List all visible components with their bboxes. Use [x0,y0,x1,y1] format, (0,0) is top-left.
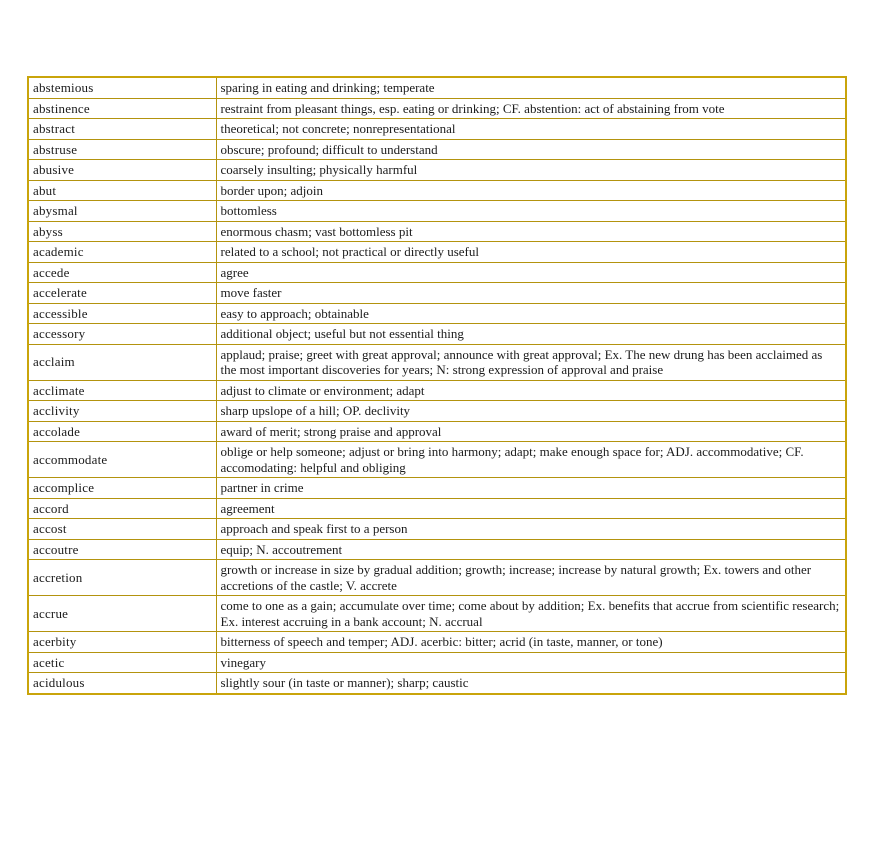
definition-cell: sharp upslope of a hill; OP. declivity [216,401,846,422]
word-cell: accord [28,498,216,519]
definition-cell: award of merit; strong praise and approval [216,421,846,442]
definition-cell: growth or increase in size by gradual addition; growth; increase; increase by natural growth; Ex. towers and other accretions of the castle; V. accrete [216,560,846,596]
definition-cell: equip; N. accoutrement [216,539,846,560]
definition-cell: oblige or help someone; adjust or bring into harmony; adapt; make enough space for; ADJ. accommodative; CF. accomodating: helpful and obliging [216,442,846,478]
table-row [28,673,846,694]
table-row [28,596,846,632]
definition-cell: come to one as a gain; accumulate over time; come about by addition; Ex. benefits that accrue from scientific research; Ex. interest accruing in a bank account; N. accrual [216,596,846,632]
definition-cell: easy to approach; obtainable [216,303,846,324]
definition-cell: border upon; adjoin [216,180,846,201]
table-row [28,539,846,560]
word-cell: acerbity [28,632,216,653]
word-cell: accolade [28,421,216,442]
word-cell: accrue [28,596,216,632]
table-row [28,98,846,119]
table-row [28,303,846,324]
word-cell: acclaim [28,344,216,380]
word-cell: accoutre [28,539,216,560]
table-row [28,498,846,519]
definition-cell: slightly sour (in taste or manner); sharp; caustic [216,673,846,694]
vocabulary-table [27,76,847,695]
word-cell: accede [28,262,216,283]
word-cell: acidulous [28,673,216,694]
definition-cell: coarsely insulting; physically harmful [216,160,846,181]
word-cell: abstract [28,119,216,140]
definition-cell: enormous chasm; vast bottomless pit [216,221,846,242]
definition-cell: applaud; praise; greet with great approval; announce with great approval; Ex. The new drung has been acclaimed as the most important discoveries for years; N: strong expression of approval and praise [216,344,846,380]
word-cell: accessible [28,303,216,324]
definition-cell: related to a school; not practical or directly useful [216,242,846,263]
table-row [28,632,846,653]
table-row [28,283,846,304]
table-row [28,478,846,499]
table-row [28,242,846,263]
table-row [28,160,846,181]
table-row [28,519,846,540]
definition-cell: restraint from pleasant things, esp. eating or drinking; CF. abstention: act of abstaining from vote [216,98,846,119]
table-row [28,401,846,422]
table-row [28,652,846,673]
table-row [28,442,846,478]
definition-cell: sparing in eating and drinking; temperate [216,77,846,98]
wordlist-body [28,77,846,694]
definition-cell: agreement [216,498,846,519]
definition-cell: move faster [216,283,846,304]
definition-cell: approach and speak first to a person [216,519,846,540]
table-row [28,221,846,242]
table-row [28,324,846,345]
word-cell: academic [28,242,216,263]
definition-cell: bottomless [216,201,846,222]
word-cell: acetic [28,652,216,673]
word-cell: acclivity [28,401,216,422]
table-row [28,180,846,201]
word-cell: accessory [28,324,216,345]
definition-cell: adjust to climate or environment; adapt [216,380,846,401]
word-cell: abstemious [28,77,216,98]
table-row [28,421,846,442]
word-cell: abut [28,180,216,201]
word-cell: accomplice [28,478,216,499]
word-cell: abyss [28,221,216,242]
table-row [28,201,846,222]
table-row [28,380,846,401]
table-row [28,77,846,98]
word-cell: accommodate [28,442,216,478]
table-row [28,139,846,160]
definition-cell: bitterness of speech and temper; ADJ. acerbic: bitter; acrid (in taste, manner, or tone) [216,632,846,653]
definition-cell: theoretical; not concrete; nonrepresentational [216,119,846,140]
definition-cell: agree [216,262,846,283]
table-row [28,560,846,596]
word-cell: abusive [28,160,216,181]
definition-cell: additional object; useful but not essential thing [216,324,846,345]
word-cell: abysmal [28,201,216,222]
word-cell: accretion [28,560,216,596]
definition-cell: partner in crime [216,478,846,499]
word-cell: acclimate [28,380,216,401]
table-row [28,119,846,140]
definition-cell: obscure; profound; difficult to understand [216,139,846,160]
word-cell: accelerate [28,283,216,304]
table-row [28,344,846,380]
table-row [28,262,846,283]
word-cell: abstruse [28,139,216,160]
definition-cell: vinegary [216,652,846,673]
word-cell: abstinence [28,98,216,119]
word-cell: accost [28,519,216,540]
